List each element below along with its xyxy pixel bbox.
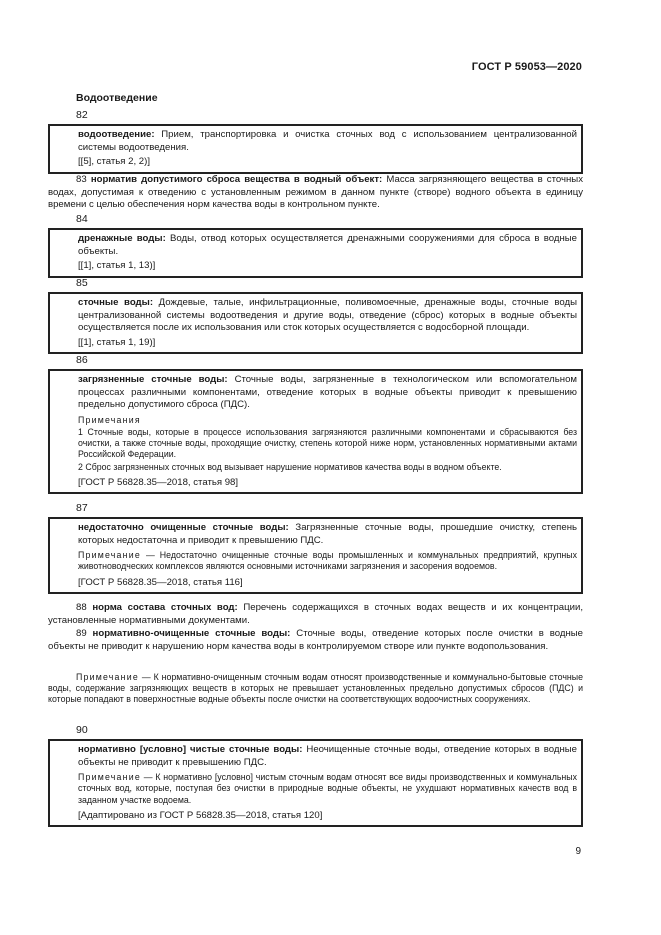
entry-number: 89 [76,628,87,639]
source-reference: [Адаптировано из ГОСТ Р 56828.35—2018, статья 120] [78,809,323,821]
note-text: — К нормативно-очищенным сточным водам относят производственные и коммунально-бытовые сточные воды, содержание загрязняющих веществ в которых не превышает установленных предельно допустимых сбросов (ПДС) и которые попадают в поверхностные водные объекты после очистки на соответствующих водоочистных сооружениях. [48,672,583,705]
definition: Перечень содержащихся в сточных водах веществ и их концентрации, установленные нормативными документами. [48,602,583,626]
definition: Прием, транспортировка и очистка сточных вод с использованием централизованной системы водоотведения. [78,129,577,153]
note-label: Примечание [76,672,139,682]
entry-number: 85 [76,277,88,289]
term-entry-88 [48,602,583,627]
term-entry-84 [48,213,583,278]
note-text: — К нормативно [условно] чистым сточным водам относят все виды производственных и коммунальных сточных вод, которые, поступая без очистки в природные водные объекты, не ухудшают нормативных качеств вод в заданном участке водоема. [78,772,577,805]
section-title: Водоотведение [76,92,158,104]
source-reference: [[1], статья 1, 19)] [78,336,156,348]
note-89 [48,672,583,706]
notes-label: Примечания [78,414,141,425]
term-entry-86 [48,354,583,494]
term: загрязненные сточные воды: [78,374,228,385]
entry-number: 86 [76,354,88,366]
entry-number: 90 [76,724,88,736]
term: дренажные воды: [78,233,166,244]
source-reference: [ГОСТ Р 56828.35—2018, статья 116] [78,576,243,588]
definition-box [48,292,583,354]
term-entry-85 [48,277,583,354]
term-entry-89 [48,628,583,653]
term-entry-90 [48,724,583,827]
definition-box [48,124,583,174]
note-label: Примечание [78,772,141,783]
note-label: Примечание [78,550,141,561]
page-number: 9 [575,846,581,857]
entry-number: 82 [76,109,88,121]
definition: Масса загрязняющего вещества в сточных водах, допустимая к отведению с установленным режимом в данном пункте (створе) водного объекта в единицу времени с целью обеспечения норм качества воды в контрольном пункте. [48,174,584,211]
notes [78,550,577,572]
term: нормативно-очищенные сточные воды: [92,628,291,639]
notes [78,415,577,473]
definition: Сточные воды, загрязненные в технологическом или вспомогательном процессах различными компонентами, отведение которых в водные объекты приводит к превышению предельно допустимого сброса (ПДС). [78,374,577,411]
source-reference: [[1], статья 1, 13)] [78,260,156,272]
note-1: 1 Сточные воды, которые в процессе использования загрязняются различными компонентами и сбрасываются без очистки, а также сточные воды, проходящие очистку, степень которой ниже норм, установленных нормативными актами Российской Федерации. [78,426,577,460]
term: норматив допустимого сброса вещества в водный объект: [90,174,383,185]
definition: Сточные воды, отведение которых после очистки в водные объекты не приводит к нарушению норм качества воды в контролируемом створе или пункте водопользования. [48,628,583,652]
definition-box [48,228,583,278]
term-entry-82 [48,109,583,174]
source-reference: [ГОСТ Р 56828.35—2018, статья 98] [78,476,239,488]
definition: Неочищенные сточные воды, отведение которых в водные объекты не приводит к превышению ПДС. [78,744,577,768]
note-text: — Недостаточно очищенные сточные воды промышленных и коммунальных предприятий, крупных животноводческих комплексов являются основными источниками загрязнения и засорения водоемов. [78,550,577,572]
definition-box [48,517,583,594]
entry-number: 87 [76,502,88,514]
entry-number: 84 [76,213,88,225]
definition-box [48,369,583,494]
entry-number: 83 [76,174,87,185]
entry-number: 88 [76,602,87,613]
definition: Дождевые, талые, инфильтрационные, поливомоечные, дренажные воды, сточные воды централизованной системы водоотведения и другие воды, отведение (сброс) которых в водные объекты осуществляется после их использования или сток которых осуществляется с водосборной площади. [78,297,577,334]
notes [78,772,577,806]
note-2: 2 Сброс загрязненных сточных вод вызывает нарушение нормативов качества воды в водном объекте. [78,461,502,472]
definition: Загрязненные сточные воды, прошедшие очистку, степень которых недостаточна и приводит к превышению ПДС. [78,522,577,546]
definition: Воды, отвод которых осуществляется дренажными сооружениями для сброса в водные объекты. [78,233,577,257]
term: водоотведение: [78,129,155,140]
document-header: ГОСТ Р 59053—2020 [471,61,582,73]
term: сточные воды: [78,297,154,308]
term-entry-83 [48,174,583,212]
term: норма состава сточных вод: [92,602,238,613]
term-entry-87 [48,502,583,594]
term: нормативно [условно] чистые сточные воды: [78,744,303,755]
definition-box [48,739,583,827]
term: недостаточно очищенные сточные воды: [78,522,289,533]
source-reference: [[5], статья 2, 2)] [78,156,150,168]
